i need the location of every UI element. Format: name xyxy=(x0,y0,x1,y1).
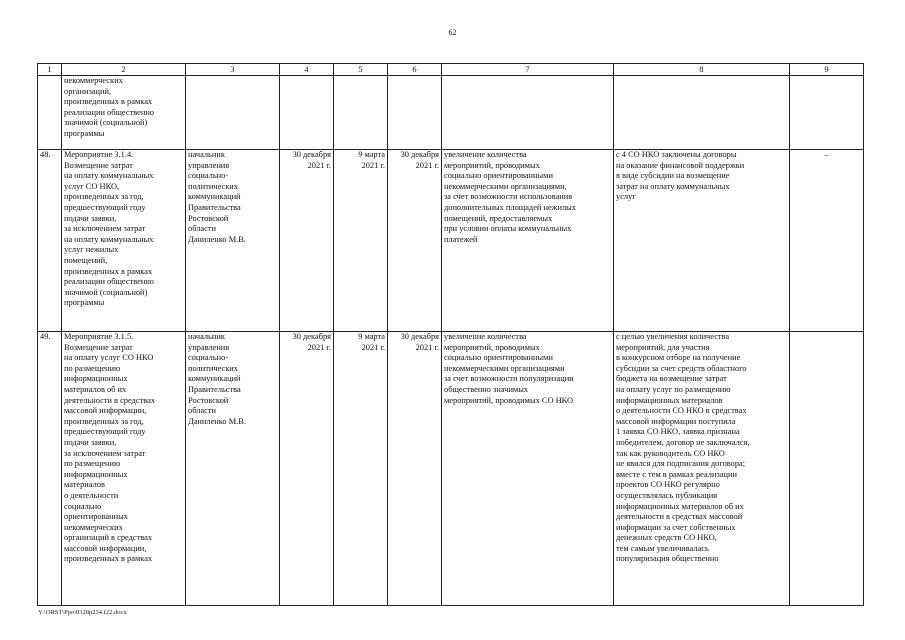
date-actual-end: 30 декабря 2021 г. xyxy=(388,150,442,332)
table-cell xyxy=(334,76,388,150)
responsible-person: начальник управления социально- политических коммуникаций Правительства Ростовской области Даниленко М.В. xyxy=(186,150,280,332)
table-cell xyxy=(442,76,614,150)
table-row xyxy=(38,332,864,606)
table-row xyxy=(38,150,864,332)
page-number: 62 xyxy=(448,28,457,37)
table-cell xyxy=(186,76,280,150)
header-col-6: 6 xyxy=(388,64,442,76)
row-number: 49. xyxy=(38,332,62,606)
row-number: 48. xyxy=(38,150,62,332)
table-cell xyxy=(280,76,334,150)
expected-result: увеличение количества мероприятий, проводимых социально ориентированными некоммерческими организациями, за счет возможности использования дополнительных площадей нежилых помещений, предоставляемых при условии оплаты коммунальных платежей xyxy=(442,150,614,332)
responsible-person: начальник управления социально- политических коммуникаций Правительства Ростовской области Даниленко М.В. xyxy=(186,332,280,606)
actual-result: с целью увеличения количества мероприятий, для участия в конкурсном отборе на получение субсидии за счет средств областного бюджета на возмещение затрат на оплату услуг по размещению информационных материалов о деятельности СО НКО в средствах массовой информации поступила 1 заявка СО НКО, заявка признана победителем, договор не заключался, так как руководитель СО НКО не явился для подписания договора; вместе с тем в рамках реализации проектов СО НКО регулярно осуществлялась публикация информационных материалов об их деятельности в средствах массовой информации за счет собственных денежных средств СО НКО, тем самым увеличивалась популяризация общественно xyxy=(614,332,790,606)
actual-result: с 4 СО НКО заключены договоры на оказание финансовой поддержки в виде субсидии на возмещение затрат на оплату коммунальных услуг xyxy=(614,150,790,332)
date-planned-end: 30 декабря 2021 г. xyxy=(280,150,334,332)
continuation-measure-text: некоммерческих организаций, произведенных в рамках реализации общественно значимой (социальной) программы xyxy=(62,76,186,150)
measure-text: Мероприятие 3.1.5. Возмещение затрат на оплату услуг СО НКО по размещению информационных материалов об их деятельности в средствах массовой информации, произведенных за год, предшествующий году подачи заявки, за исключением затрат по размещению информационных материалов о деятельности социально ориентированных некоммерческих организаций в средствах массовой информации, произведенных в рамках xyxy=(62,332,186,606)
header-col-9: 9 xyxy=(790,64,864,76)
header-row xyxy=(38,64,864,76)
header-col-3: 3 xyxy=(186,64,280,76)
date-actual-start: 9 марта 2021 г. xyxy=(334,150,388,332)
table-cell xyxy=(38,76,62,150)
table-cell xyxy=(614,76,790,150)
note: – xyxy=(790,150,864,332)
measure-text: Мероприятие 3.1.4. Возмещение затрат на оплату коммунальных услуг СО НКО, произведенных за год, предшествующий году подачи заявки, за исключением затрат на оплату коммунальных услуг нежилых помещений, произведенных в рамках реализации общественно значимой (социальной) программы xyxy=(62,150,186,332)
continuation-row xyxy=(38,76,864,150)
header-col-5: 5 xyxy=(334,64,388,76)
header-col-7: 7 xyxy=(442,64,614,76)
date-actual-end: 30 декабря 2021 г. xyxy=(388,332,442,606)
header-col-8: 8 xyxy=(614,64,790,76)
table-cell xyxy=(388,76,442,150)
report-table xyxy=(37,63,864,606)
header-col-2: 2 xyxy=(62,64,186,76)
expected-result: увеличение количества мероприятий, проводимых социально ориентированными некоммерческими организациями за счет возможности популяризации общественно значимых мероприятий, проводимых СО НКО xyxy=(442,332,614,606)
note xyxy=(790,332,864,606)
header-col-1: 1 xyxy=(38,64,62,76)
date-planned-end: 30 декабря 2021 г. xyxy=(280,332,334,606)
file-path-footer: Y:\ORST\Ppo\0328p234.f22.docx xyxy=(38,609,127,616)
date-actual-start: 9 марта 2021 г. xyxy=(334,332,388,606)
header-col-4: 4 xyxy=(280,64,334,76)
table-cell xyxy=(790,76,864,150)
